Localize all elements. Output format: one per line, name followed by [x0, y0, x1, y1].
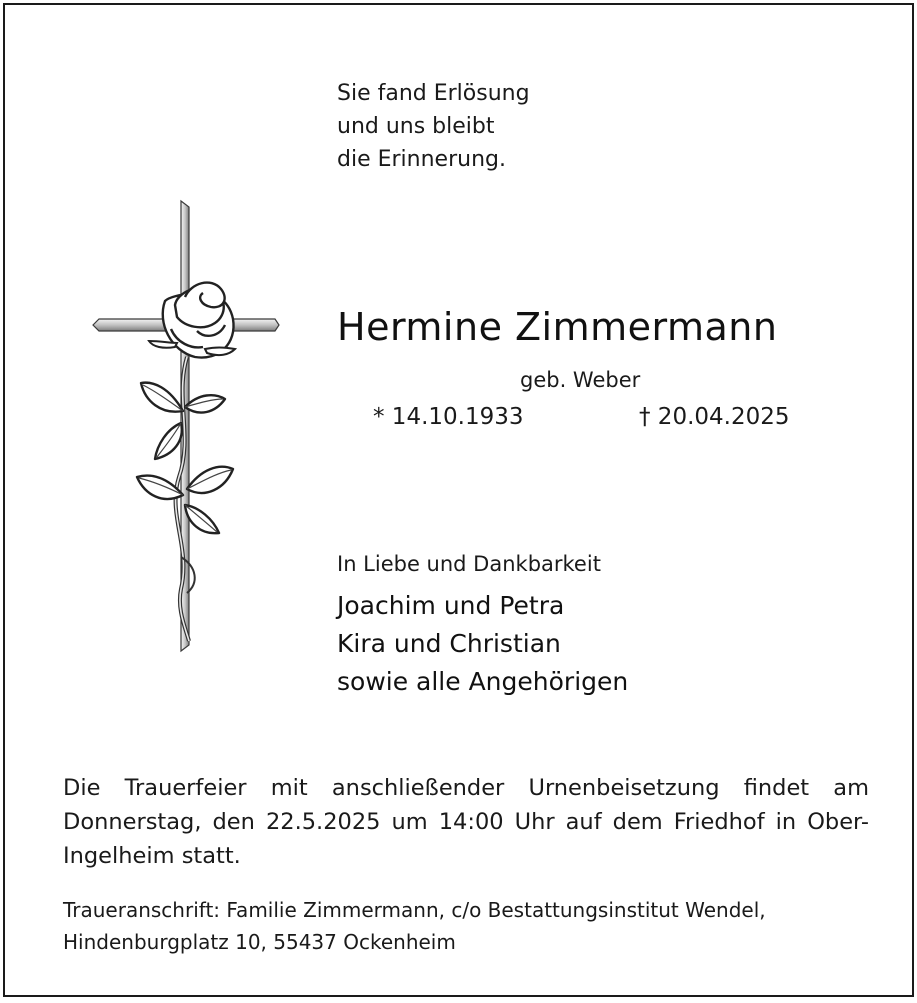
- mourners-intro: In Liebe und Dankbarkeit: [337, 552, 601, 576]
- mourner-line-2: Kira und Christian: [337, 629, 561, 658]
- mourner-line-1: Joachim und Petra: [337, 591, 565, 620]
- address-line-1: Traueranschrift: Familie Zimmermann, c/o Bestattungsinstitut Wendel,: [63, 898, 766, 922]
- motto-line-2: und uns bleibt: [337, 114, 495, 139]
- motto: [337, 77, 530, 176]
- cross-with-rose-icon: [87, 197, 287, 657]
- motto-line-3: die Erinnerung.: [337, 147, 506, 172]
- birth-date: * 14.10.1933: [373, 404, 524, 430]
- mourners-list: [337, 587, 628, 701]
- motto-line-1: Sie fand Erlösung: [337, 81, 530, 106]
- obituary-notice: [3, 3, 914, 997]
- deceased-name: Hermine Zimmermann: [337, 305, 778, 349]
- ceremony-text: Die Trauerfeier mit anschließender Urnenbeisetzung findet am Donnerstag, den 22.5.2025 um 14:00 Uhr auf dem Friedhof in Ober-Ingelheim statt.: [63, 775, 869, 869]
- address-line-2: Hindenburgplatz 10, 55437 Ockenheim: [63, 930, 456, 954]
- mourning-address: [63, 894, 869, 958]
- death-date: † 20.04.2025: [639, 404, 790, 430]
- mourner-line-3: sowie alle Angehörigen: [337, 667, 629, 696]
- maiden-name: geb. Weber: [520, 368, 641, 392]
